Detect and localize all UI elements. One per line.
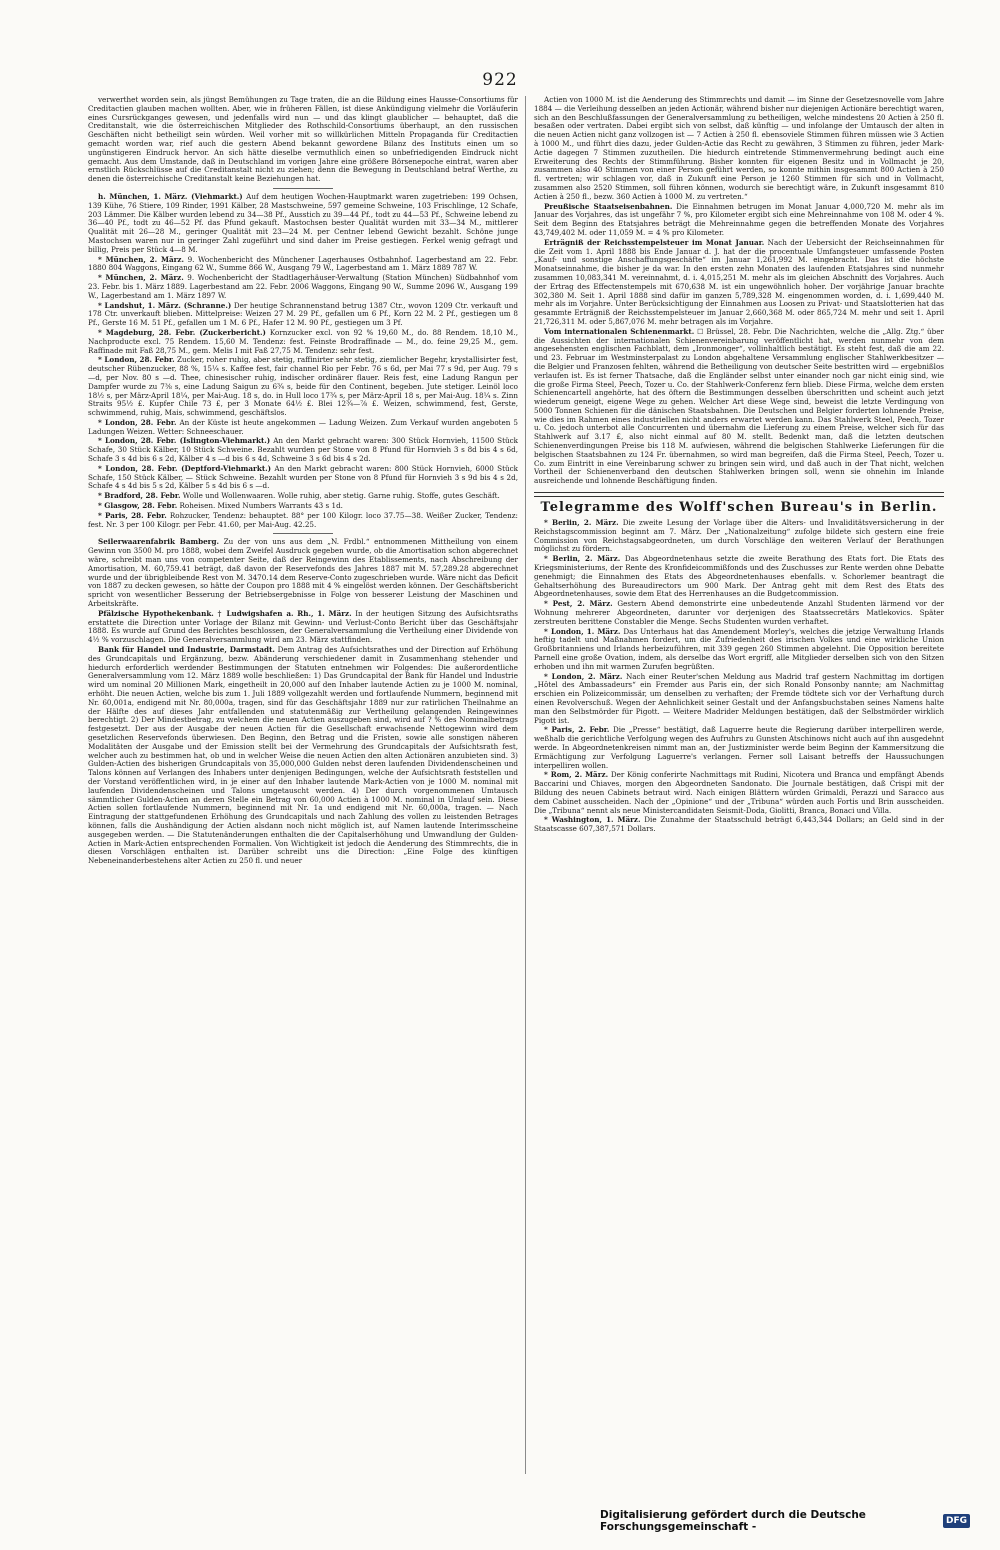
report-glasgow [88, 502, 518, 511]
report-london-deptford [88, 465, 518, 491]
report-body: Roheisen. Mixed Numbers Warrants 43 s 1d. [179, 501, 343, 511]
report-body: Auf dem heutigen Wochen-Hauptmarkt waren zugetrieben: 199 Ochsen, 139 Kühe, 76 Stiere, 109 Rinder, 1991 Kälber, 28 Mastschweine, 597 gemeine Schweine, 103 Frischlinge, 12 Schafe, 203 Lämmer. Die Kälber wurden lebend zu 34—38 Pf., Ausstich zu 39—44 Pf., todt zu 44—53 Pf., Schweine lebend zu 36—40 Pf., todt zu 46—52 Pf. das Pfund gekauft. Mastochsen bester Qualität wurden mit 33—34 M., mittlerer Qualität mit 26—28 M., geringer Qualität mit 23—24 M. per Centner lebend Gewicht bezahlt. Schöne junge Mastochsen waren nur in geringer Zahl zugeführt und sind daher im Preise gestiegen. Ferkel wenig gefragt und billig, Preis per Stück 4—8 M. [88, 191, 518, 254]
report-bank-darmstadt [88, 646, 518, 866]
telegram-berlin-1 [534, 519, 944, 554]
report-london-kueste [88, 419, 518, 437]
report-body: Dem Antrag des Aufsichtsrathes und der Direction auf Erhöhung des Grundcapitals und Ergänzung, bezw. Abänderung verschiedener damit in Zusammenhang stehender und hiedurch erforderlich werdender Bestimmungen der Statuten entnehmen wir Folgendes: Die außerordentliche Generalversammlung vom 12. März 1889 wolle beschließen: 1) Das Grundcapital der Bank für Handel und Industrie wird um nominal 20 Millionen Mark, eingetheilt in 20,000 auf den Inhaber lautende Actien zu je 1000 M. nominal, erhöht. Die neuen Actien, welche bis zum 1. Juli 1889 vollgezahlt werden und fortlaufende Nummern, beginnend mit Nr. 60,001a, endigend mit Nr. 80,000a, tragen, sind für das Geschäftsjahr 1889 nur zur ratirlichen Theilnahme an der Hälfte des auf dieses Jahr entfallenden und statutenmäßig zur Vertheilung gelangenden Reingewinnes berechtigt. 2) Der Mindestbetrag, zu welchem die neuen Actien auszugeben sind, wird auf ? % des Nominalbetrags festgesetzt. Der aus der Ausgabe der neuen Actien für die Gesellschaft erwachsende Nettogewinn wird dem gesetzlichen Reservefonds überwiesen. Den Beginn, den Betrag und die Fristen, sowie alle sonstigen näheren Modalitäten der Ausgabe und der Emission stellt bei der Vermehrung des Grundcapitals der Aufsichtsrath fest, welcher auch zu bestimmen hat, ob und in welcher Weise die neuen Actien den alten Actionären anzubieten sind. 3) Gulden-Actien des bisherigen Grundcapitals von 35,000,000 Gulden nebst deren laufenden Dividendenscheinen und Talons können auf Verlangen des Inhabers unter denjenigen Bedingungen, welche der Aufsichtsrath feststellen und der Vorstand veröffentlichen wird, in je einer auf den Inhaber lautende Mark-Actien von je 1000 M. nominal mit laufenden Dividendenscheinen und Talons umgetauscht werden. 4) Der durch vorgenommenen Umtausch sämmtlicher Gulden-Actien an deren Stelle ein Betrag von 60,000 Actien à 1000 M. nominal in Umlauf sein. Diese Actien sollen fortlaufende Nummern, beginnend mit Nr. 1a und endigend mit Nr. 60,000a, tragen. — Nach Eintragung der stattgefundenen Erhöhung des Grundcapitals und nach Zahlung des vollen zu leistenden Betrages können, falls die Aushändigung der Actien alsdann noch nicht möglich ist, auf Namen lautende Interimsscheine ausgegeben werden. — Die Statutenänderungen enthalten die der Capitalserhöhung und Umwandlung der Gulden-Actien in Mark-Actien entsprechenden Formalien. Von Wichtigkeit ist jedoch die Aenderung des Stimmrechts, die in diesen Vorschlägen enthalten ist. Darüber schreibt uns die Direction: „Eine Folge des künftigen Nebeneinanderbestehens alter Actien zu 250 fl. und neuer [88, 645, 518, 866]
report-heading: h. München, 1. März. (Viehmarkt.) [98, 191, 243, 201]
report-staatseisenbahnen [534, 203, 944, 238]
footer-text: Digitalisierung gefördert durch die Deutsche Forschungsgemeinschaft - [600, 1509, 866, 1533]
report-heading: * Glasgow, 28. Febr. [98, 501, 178, 511]
report-bradford [88, 492, 518, 501]
report-reichsstempelsteuer [534, 239, 944, 327]
report-heading: * Paris, 28. Febr. [98, 510, 167, 520]
page-number: 922 [482, 70, 518, 90]
report-body: 9. Wochenbericht des Münchener Lagerhauses Ostbahnhof. Lagerbestand am 22. Febr. 1880 804 Waggons, Eingang 62 W., Summe 866 W., Ausgang 79 W., Lagerbestand am 1. März 1889 787 W. [88, 254, 518, 273]
report-body: Wolle und Wollenwaaren. Wolle ruhig, aber stetig. Garne ruhig. Stoffe, gutes Geschäft. [182, 491, 500, 501]
telegram-heading: * Berlin, 2. März. [544, 554, 621, 564]
report-body: Kornzucker excl. von 92 % 19,60 M., do. 88 Rendem. 18,10 M., Nachproducte excl. 75 Rendem. 15,60 M. Tendenz: fest. Feinste Brodraffinade — M., do. feine 29,25 M., gem. Raffinade mit Faß 28,75 M., gem. Melis I mit Faß 27,75 M. Tendenz: sehr fest. [88, 327, 518, 355]
report-heading: * Landshut, 1. März. (Schranne.) [98, 300, 232, 310]
report-magdeburg [88, 329, 518, 355]
left-column [88, 96, 518, 1474]
report-schienenmarkt [534, 328, 944, 486]
telegram-heading: * Pest, 2. März. [544, 599, 613, 609]
report-body: Die Einnahmen betrugen im Monat Januar 4,000,720 M. mehr als im Januar des Vorjahres, das ist ungefähr 7 %, pro Kilometer ergibt sich eine Mehreinnahme von 108 M. oder 4 %. Seit dem Beginn des Etatsjahres beträgt die Mehreinnahme gegen die betreffenden Monate des Vorjahres 43,749,402 M. oder 11,059 M. = 4 % pro Kilometer. [534, 201, 944, 237]
column-divider [525, 96, 526, 1474]
telegram-london-1 [534, 628, 944, 672]
report-heading: * London, 28. Febr. [98, 355, 175, 365]
report-body: An den Markt gebracht waren: 300 Stück Hornvieh, 11500 Stück Schafe, 30 Stück Kälber, 10 Stück Schweine. Bezahlt wurden per Stone von 8 Pfund für Hornvieh 3 s 8d bis 4 s 6d, Schafe 3 s 4d bis 6 s 2d, Kälber 4 s —d bis 6 s 4d, Schweine 3 s 6d bis 4 s 2d. [88, 436, 518, 464]
dfg-logo-icon[interactable]: DFG [943, 1514, 970, 1528]
telegram-heading: * London, 1. März. [544, 626, 621, 636]
divider [273, 188, 333, 189]
telegram-body: Die zweite Lesung der Vorlage über die Alters- und Invaliditätsversicherung in der Reichstagscommission beginnt am 7. März. Der „Nationalzeitung“ zufolge bildete sich gestern eine freie Commission von Reichstagsabgeordneten, um durch Vorschläge den weiteren Verlauf der Berathungen möglichst zu fördern. [534, 518, 944, 554]
telegram-body: Nach einer Reuter'schen Meldung aus Madrid traf gestern Nachmittag im dortigen „Hôtel des Ambassadeurs“ ein Fremder aus Paris ein, der sich Ronald Ponsonby nannte; am Nachmittag erschien ein Polizeicommissär, um denselben zu verhaften; der Fremde tödtete sich vor der Verhaftung durch einen Revolverschuß. Wegen der Aehnlichkeit seiner Gestalt und der Anfangsbuchstaben seines Namens halte man den Selbstmörder für Pigott. — Weitere Madrider Meldungen bestätigen, daß der Selbstmörder wirklich Pigott ist. [534, 671, 944, 725]
report-heading: Vom internationalen Schienenmarkt. [544, 326, 695, 336]
report-heading: * Magdeburg, 28. Febr. (Zuckerbericht.) [98, 327, 266, 337]
telegram-heading: * Berlin, 2. März. [544, 518, 619, 528]
report-muenchen-stadtlager [88, 274, 518, 300]
telegram-body: Die Zunahme der Staatsschuld beträgt 6,443,344 Dollars; an Geld sind in der Staatscasse 607,387,571 Dollars. [534, 815, 944, 834]
telegram-washington [534, 816, 944, 834]
report-london-zucker [88, 356, 518, 418]
telegram-body: Der König conferirte Nachmittags mit Rudini, Nicotera und Branca und empfängt Abends Baccarini und Chiaves, morgen den Abgeordneten Sandonato. Die Journale bestätigen, daß Crispi mit der Bildung des neuen Cabinets betraut wird. Nach einigen Blättern würden Grimaldi, Perazzi und Saracco aus dem Cabinet ausscheiden. Nach der „Opinione“ und der „Tribuna“ würden auch Fortis und Brin ausscheiden. Die „Tribuna“ nennt als neue Ministercandidaten Seismit-Doda, Giolitti, Branca, Bonaci und Villa. [534, 770, 944, 815]
report-pfaelzische-hypothekenbank [88, 610, 518, 645]
report-london-islington [88, 437, 518, 463]
telegram-heading: * Paris, 2. Febr. [544, 725, 610, 735]
section-divider [534, 492, 944, 497]
telegram-body: Die „Presse“ bestätigt, daß Laguerre heute die Regierung darüber interpelliren werde, weßhalb die gerichtliche Verfolgung wegen des Aufruhrs zu Gunsten Atschinows nicht auch auf ihn ausgedehnt werde. In Abgeordnetenkreisen nimmt man an, der Justizminister werde beim Beginn der Kammersitzung die Ermächtigung zur Verfolgung Laguerre's verlangen. Ferner soll Laisant betreffs der Haussuchungen interpelliren wollen. [534, 725, 944, 770]
report-heading: Bank für Handel und Industrie, Darmstadt. [98, 645, 275, 655]
telegram-body: Das Abgeordnetenhaus setzte die zweite Berathung des Etats fort. Die Etats des Kriegsministeriums, der Rente des Kronfideicommißfonds und des Zuschusses zur Rente werden ohne Debatte genehmigt; die Einnahmen des Etats des Abgeordnetenhauses ebenfalls. v. Schorlemer beantragt die Gehaltserhöhung des Bureaudirectors um 900 Mark. Der Antrag geht mit dem Rest des Etats des Abgeordnetenhauses, sowie dem Etat des Herrenhauses an die Budgetcommission. [534, 554, 944, 599]
telegram-london-2 [534, 673, 944, 726]
digitization-footer [600, 1510, 970, 1532]
report-body: 9. Wochenbericht der Stadtlagerhäuser-Verwaltung (Station München) Südbahnhof vom 23. Febr. bis 1. März 1889. Lagerbestand am 22. Febr. 2006 Waggons, Eingang 90 W., Summe 2096 W., Ausgang 199 W., Lagerbestand am 1. März 1897 W. [88, 273, 518, 300]
report-body: Zucker, roher ruhig, aber stetig, raffinirter sehr stetig, ziemlicher Begehr, krystallisirter fest, deutscher Rübenzucker, 88 %, 15¼ s. Kaffee fest, fair channel Rio per Febr. 76 s 6d, per Mai 77 s 9d, per Aug. 79 s —d, per Nov. 80 s —d. Thee, chinesischer ruhig, indischer ordinärer flauer. Reis fest, eine Ladung Rangun per Dampfer wurde zu 7⅜ s, eine Ladung Saigun zu 6¾ s, beide für den Continent, begeben. Jute stetiger. Leinöl loco 18½ s, per März-April 18¼, per Mai-Aug. 18 s, do. in Hull loco 17¾ s, per März-April 18 s, per Mai-Aug. 18¼ s. Zinn Straits 95½ £. Kupfer Chile 73 £, per 3 Monate 64½ £. Blei 12¾—⅞ £. Weizen, schwimmend, fest, Gerste, schwimmend, ruhig, Mais, schwimmend, geschäftslos. [88, 355, 518, 418]
report-body: Zu der von uns aus dem „N. Frdbl.“ entnommenen Mittheilung von einem Gewinn von 3500 M. pro 1888, wobei dem Zweifel Ausdruck gegeben wurde, ob die Amortisation schon abgerechnet wäre, schreibt man uns von competenter Seite, daß der Reingewinn des Etablissements, nach Abschreibung der Amortisation, M. 60,759.41 beträgt, daß davon der Reservefonds des Jahres 1887 mit M. 57,289.28 abgerechnet wurde und der übrigbleibende Rest von M. 3470.14 dem Reserve-Conto zugeschrieben wurde. Wäre nicht das Deficit von 1887 zu decken gewesen, so hätte der Coupon pro 1888 mit 4 % eingelöst werden können. Der Geschäftsbericht spricht von wesentlicher Besserung der Betriebsergebnisse in Folge von besserer Leistung der Maschinen und Arbeitskräfte. [88, 537, 518, 609]
report-body: Der heutige Schrannenstand betrug 1387 Ctr., wovon 1209 Ctr. verkauft und 178 Ctr. unverkauft blieben. Mittelpreise: Weizen 27 M. 29 Pf., gefallen um 6 Pf., Korn 22 M. 2 Pf., gestiegen um 8 Pf., Gerste 16 M. 51 Pf., gefallen um 1 M. 6 Pf., Hafer 12 M. 90 Pf., gestiegen um 3 Pf. [88, 300, 518, 328]
report-heading: * London, 28. Febr. (Islington-Viehmarkt.) [98, 436, 271, 446]
report-muenchen-lagerhaus [88, 256, 518, 274]
report-heading: * Bradford, 28. Febr. [98, 491, 181, 501]
report-heading: Pfälzische Hypothekenbank. † Ludwigshafen a. Rh., 1. März. [98, 608, 352, 618]
report-heading: * London, 28. Febr. (Deptford-Viehmarkt.) [98, 463, 272, 473]
telegram-berlin-2 [534, 555, 944, 599]
telegram-pest [534, 600, 944, 626]
report-body: Nach der Uebersicht der Reichseinnahmen für die Zeit vom 1. April 1888 bis Ende Januar d. J. hat der die procentuale Umfangsteuer umfassende Posten „Kauf- und sonstige Anschaffungsgeschäfte“ im Januar 1,261,992 M. eingebracht. Das ist die höchste Monatseinnahme, die bisher je da war. In den ersten zehn Monaten des laufenden Etatsjahres sind nunmehr zusammen 10,083,341 M. vereinnahmt, d. i. 4,015,251 M. mehr als im gleichen Abschnitt des Vorjahres. Auch der Ertrag des Effectenstempels mit 670,638 M. ist ein ungewöhnlich hoher. Der vorjährige Januar brachte 302,380 M. Seit 1. April 1888 sind dafür im ganzen 5,789,328 M. eingenommen worden, d. i. 1,699,440 M. mehr als im Vorjahre. Unter Berücksichtigung der Einnahmen aus Loosen zu Privat- und Staatslotterien hat das gesammte Erträgniß der Reichsstempelsteuer im Januar 2,660,368 M. oder 865,724 M. mehr und seit 1. April 21,726,311 M. oder 5,867,076 M. mehr betragen als im Vorjahre. [534, 237, 944, 326]
report-heading: Seilerwaarenfabrik Bamberg. [98, 537, 219, 547]
telegram-paris [534, 726, 944, 770]
telegram-heading: * Rom, 2. März. [544, 770, 609, 780]
report-landshut [88, 302, 518, 328]
report-seilerwaaren [88, 538, 518, 608]
telegram-body: Das Unterhaus hat das Amendement Morley's, welches die jetzige Verwaltung Irlands heftig tadelt und Maßnahmen fordert, um die Zufriedenheit des irischen Volkes und eine wirkliche Union Großbritanniens und Irlands herbeizuführen, mit 339 gegen 260 Stimmen abgelehnt. Die Opposition bereitete Parnell eine große Ovation, indem, als derselbe das Wort ergriff, alle Mitglieder derselben sich von den Sitzen erhoben und ihn mit warmen Zurufen begrüßten. [534, 626, 944, 671]
report-muenchen-viehmarkt [88, 193, 518, 255]
report-body: ☐ Brüssel, 28. Febr. Die Nachrichten, welche die „Allg. Ztg.“ über die Aussichten der internationalen Schienenvereinbarung veröffentlicht hat, werden nunmehr von dem angesehensten englischen Fachblatt, dem „Ironmonger“, vollinhaltlich bestätigt. Es steht fest, daß die am 22. und 23. Februar im Westminsterpalast zu London abgehaltene Versammlung englischer Stahlwerkbesitzer — die Belgier und Franzosen fehlten, während die Betheiligung von deutscher Seite bestritten wird — ergebnißlos verlaufen ist. Es ist ferner Thatsache, daß die Engländer selbst unter einander noch gar nicht einig sind, wie die große Firma Steel, Peech, Tozer u. Co. der Stahlwerk-Conferenz fern blieb. Diese Firma, welche dem ersten Schienencartell angehörte, hat des öftern die Bestimmungen desselben überschritten und scheint auch jetzt wiederum geneigt, eigene Wege zu gehen. Welcher Art diese Wege sind, beweist die letzte Verdingung von 5000 Tonnen Schienen für die dänischen Staatsbahnen. Die Deutschen und Belgier forderten lohnende Preise, wie dies im Rahmen eines industriellen nicht anders erwartet werden kann. Das Stahlwerk Steel, Peech, Tozer u. Co. jedoch unterbot alle Concurrenten und übernahm die Lieferung zu einem Preise, welcher sich für das Stahlwerk auf 3.17 £, also nicht einmal auf 80 M. stellt. Bedenkt man, daß die letzten deutschen Schienenverdingungen Preise bis 118 M. aufwiesen, während die belgischen Stahlwerke Lieferungen für die belgischen Staatsbahnen zu 124 Fr. übernahmen, so wird man begreifen, daß die Firma Steel, Peech, Tozer u. Co. zum Eintritt in eine Vereinbarung schwer zu bringen sein wird, und daß auch in der That nicht, welchen Vortheil der Schienenverband den deutschen Stahlwerken bringen soll, wenn sie ohnehin im Inlande ausreichende und lohnende Beschäftigung finden. [534, 326, 944, 486]
report-body: Rohzucker, Tendenz: behauptet. 88° per 100 Kilogr. loco 37.75—38. Weißer Zucker, Tendenz: fest. Nr. 3 per 100 Kilogr. per Febr. 41.60, per Mai-Aug. 42.25. [88, 510, 518, 529]
telegram-body: Gestern Abend demonstrirte eine unbedeutende Anzahl Studenten lärmend vor der Wohnung mehrerer Abgeordneten, darunter vor derjenigen des Staatssecretärs Matlekovics. Später zerstreuten berittene Constabler die Menge. Sechs Studenten wurden verhaftet. [534, 599, 944, 626]
report-heading: * London, 28. Febr. [98, 417, 177, 427]
report-heading: * München, 2. März. [98, 254, 184, 264]
telegram-heading: * Washington, 1. März. [544, 815, 641, 825]
report-body: An den Markt gebracht waren: 800 Stück Hornvieh, 6000 Stück Schafe, 150 Stück Kälber, — Stück Schweine. Bezahlt wurden per Stone von 8 Pfund für Hornvieh 3 s 9d bis 4 s 2d, Schafe 4 s 4d bis 5 s 2d, Kälber 5 s 4d bis 6 s —d. [88, 463, 518, 491]
paragraph-creditanstalt: verwerthet worden sein, als jüngst Bemühungen zu Tage traten, die an die Bildung eines Hausse-Consortiums für Creditactien glauben machen wollten. Aber, wie in früheren Fällen, ist diese Ankündigung vielmehr die Vorläuferin eines Cursrückganges gewesen, und jedenfalls wird nun — und das klingt glaublicher — behauptet, daß die Creditanstalt, wie die österreichischen Mitglieder des Rothschild-Consortiums überhaupt, an den russischen Geschäften nicht betheiligt sein würden. Weil vorher mit so willkürlichen Mitteln Propaganda für Creditactien gemacht worden war, rief auch die gestern Abend bekannt gewordene Bilanz des Instituts einen um so ungünstigeren Eindruck hervor. An sich hätte dieselbe vermuthlich einen so unbefriedigenden Eindruck nicht gemacht. Aus dem Umstande, daß in Deutschland im vorigen Jahre eine größere Börsenepoche eintrat, waren aber ernstlich Rückschlüsse auf die Creditanstalt nicht zu ziehen; denn die Bewegung in Deutschland betraf Werthe, zu denen die österreichische Creditanstalt keine Beziehungen hat. [88, 96, 518, 184]
report-body: In der heutigen Sitzung des Aufsichtsraths erstattete die Direction unter Vorlage der Bilanz mit Gewinn- und Verlust-Conto Bericht über das Geschäftsjahr 1888. Es wurde auf Grund des Berichtes beschlossen, der Generalversammlung die Vertheilung einer Dividende von 4½ % vorzuschlagen. Die Generalversammlung wird am 23. März stattfinden. [88, 608, 518, 645]
right-column [534, 96, 944, 1474]
report-body: An der Küste ist heute angekommen — Ladung Weizen. Zum Verkauf wurden angeboten 5 Ladungen Weizen. Wetter: Schneeschauer. [88, 417, 518, 436]
report-heading: * München, 2. März. [98, 273, 184, 283]
report-heading: Preußische Staatseisenbahnen. [544, 201, 673, 211]
telegram-section-title: Telegramme des Wolff'schen Bureau's in Berlin. [540, 500, 938, 516]
telegram-heading: * London, 2. März. [544, 671, 623, 681]
divider [273, 533, 333, 534]
telegram-rom [534, 771, 944, 815]
report-heading: Erträgniß der Reichsstempelsteuer im Monat Januar. [544, 237, 765, 247]
report-paris [88, 512, 518, 530]
paragraph-stimmrecht: Actien von 1000 M. ist die Aenderung des Stimmrechts und damit — im Sinne der Gesetzesnovelle vom Jahre 1884 — die Verleihung desselben an jeden Actionär, während bisher nur diejenigen Actionäre berechtigt waren, sich an den Beschlußfassungen der Generalversammlung zu betheiligen, welche mindestens 20 Actien à 250 fl. besaßen oder vertraten. Dabei ergibt sich von selbst, daß künftig — und infolange der Umtausch der alten in die neuen Actien nicht ganz vollzogen ist — 7 Actien à 250 fl. ebensoviele Stimmen führen müssen wie 3 Actien à 1000 M., und führt dies dazu, jeder Gulden-Actie das Recht zu gewähren, 3 Stimmen zu führen, jeder Mark-Actie dagegen 7 Stimmen zuzutheilen. Die hiedurch eintretende Stimmenvermehrung bedingt auch eine Erweiterung des Rechts der Stimmführung. Bisher konnten für eigenen Besitz und in Vollmacht je 20, zusammen also 40 Stimmen von einer Person geführt werden, so konnte mithin insgesammt 800 Actien à 250 fl. vertreten; wir schlagen vor, daß in Zukunft eine Person je 1260 Stimmen für sich und in Vollmacht, zusammen also 2520 Stimmen, soll führen können, wodurch sie berechtigt wäre, in Zukunft insgesammt 810 Actien à 250 fl., bezw. 360 Actien à 1000 M. zu vertreten.“ [534, 96, 944, 201]
